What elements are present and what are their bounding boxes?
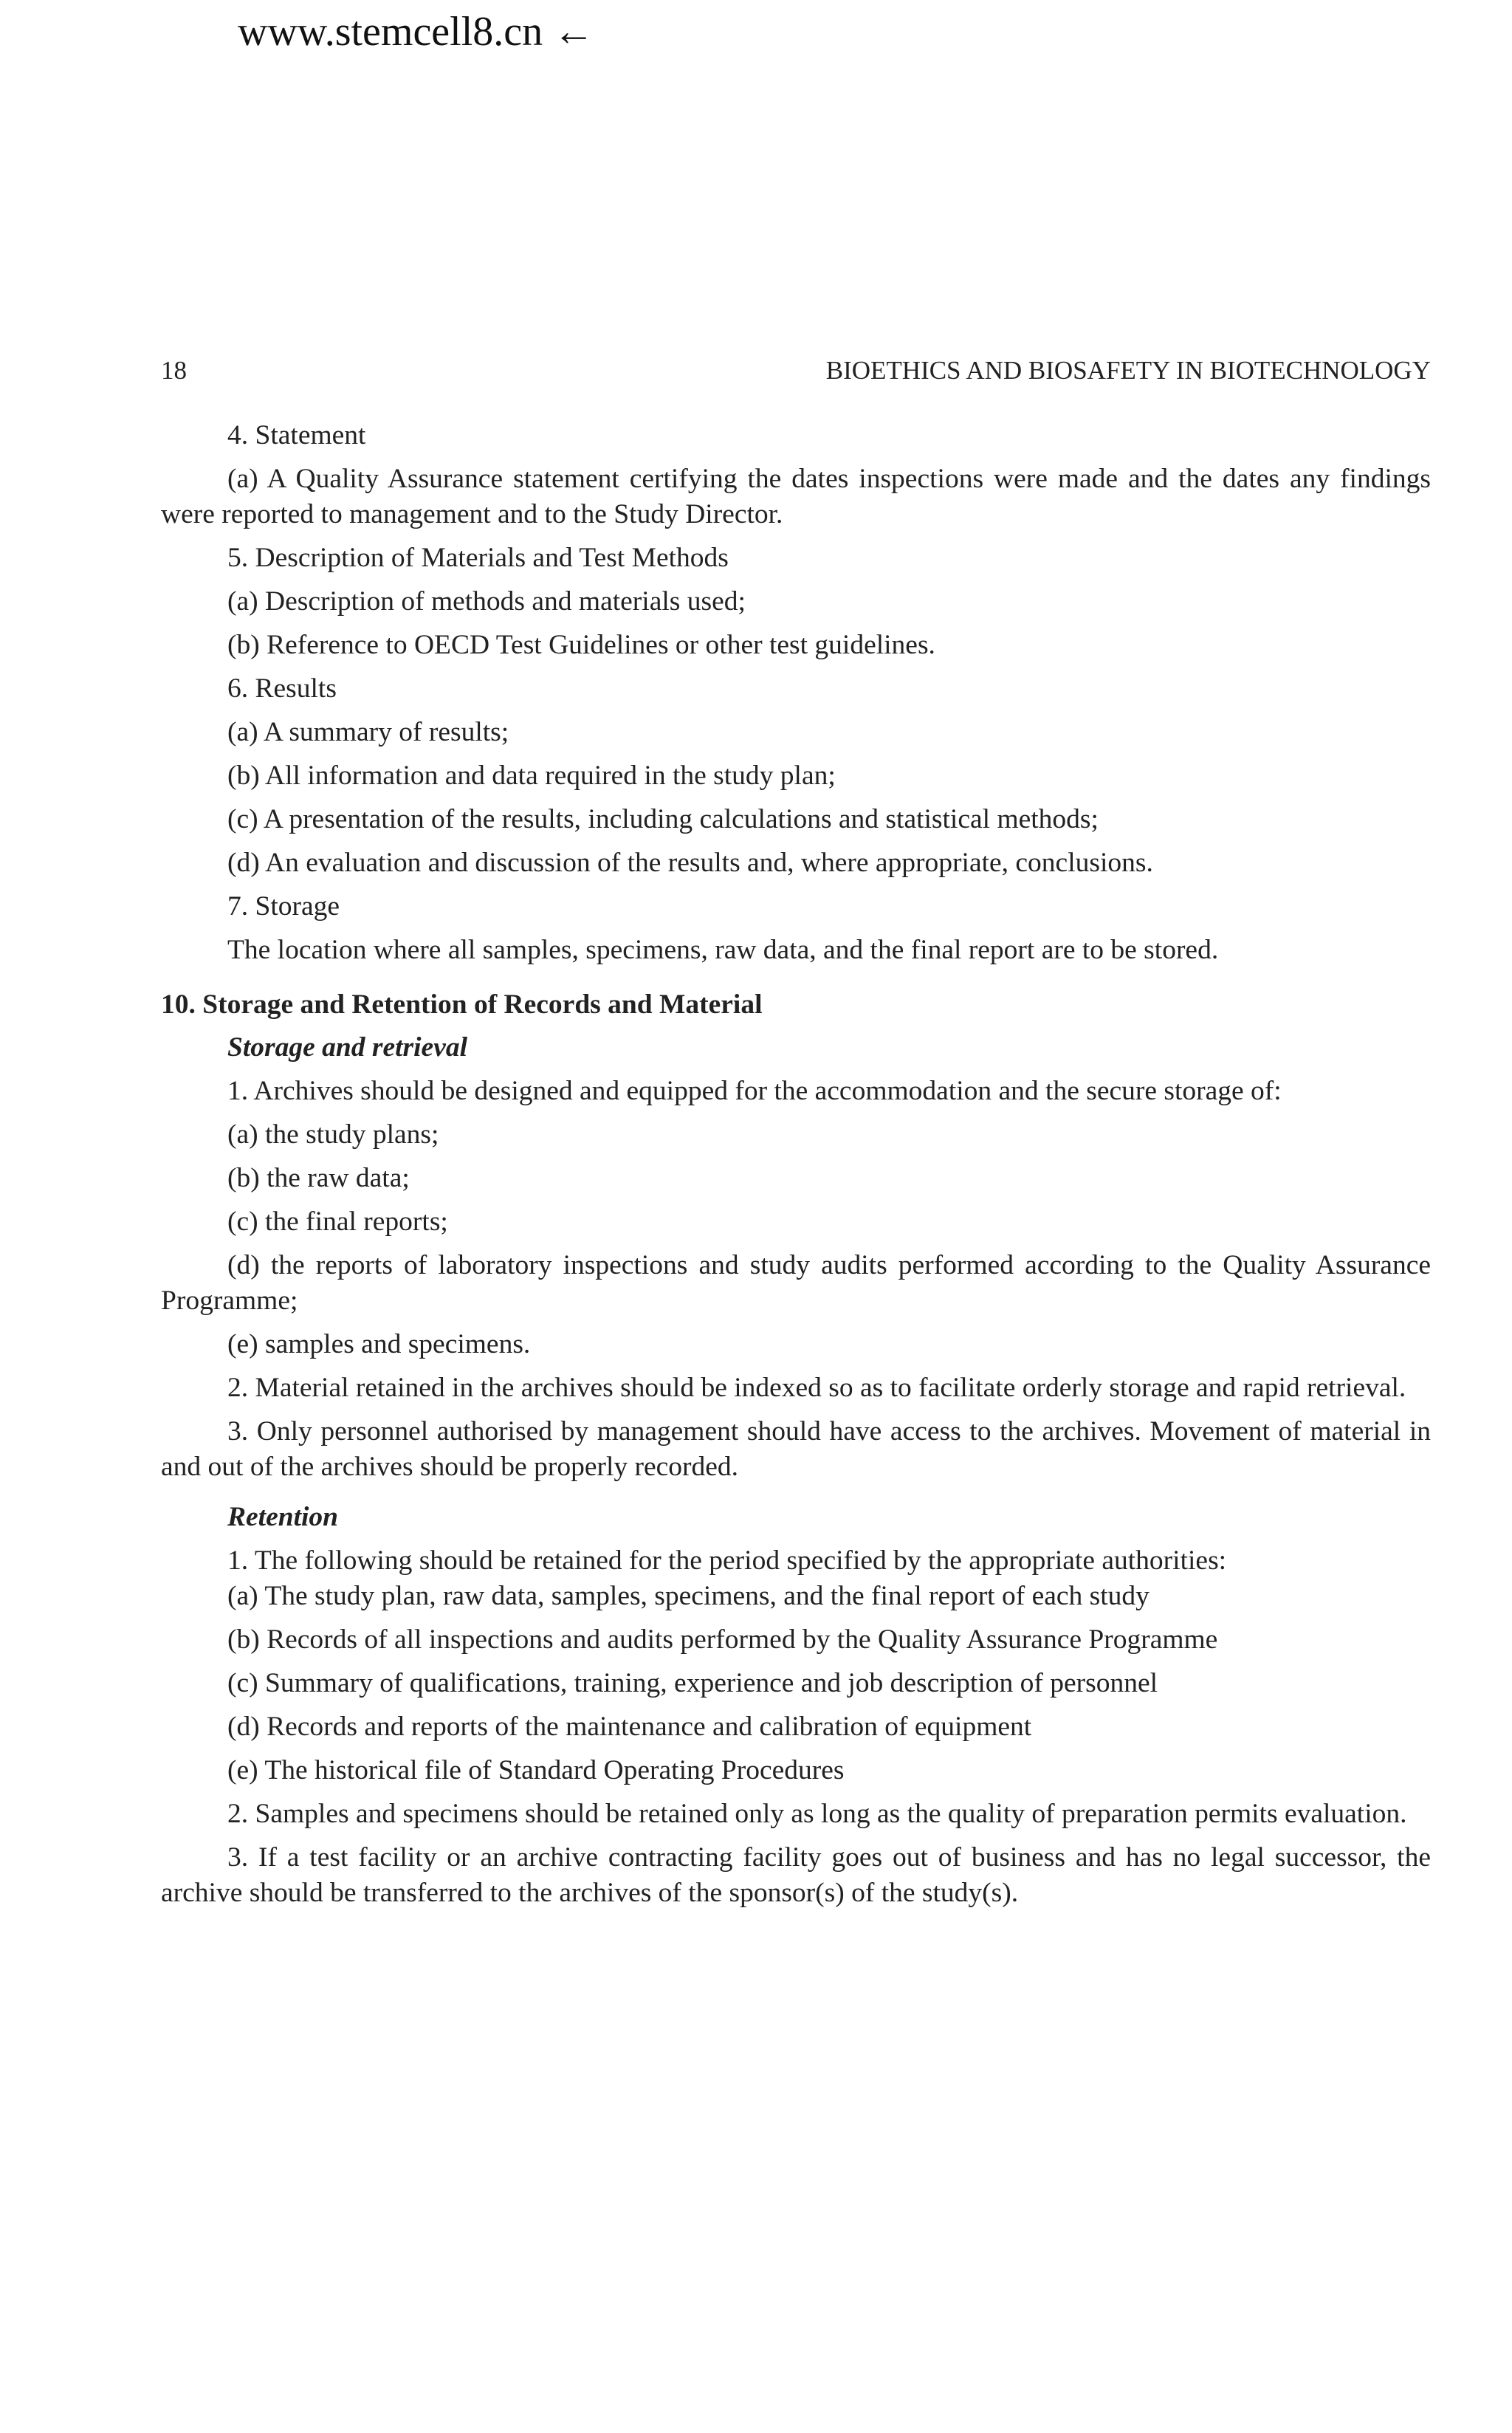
results-item-d: (d) An evaluation and discussion of the results and, where appropriate, conclusions. xyxy=(227,848,1153,878)
materials-item-b: (b) Reference to OECD Test Guidelines or other test guidelines. xyxy=(227,630,935,660)
paragraph: 2. Material retained in the archives should be indexed so as to facilitate orderly storage and rapid retrieval. xyxy=(227,1373,1406,1403)
list-item: (b) the raw data; xyxy=(227,1163,410,1193)
subsection-heading: Retention xyxy=(227,1502,339,1532)
results-heading: 6. Results xyxy=(227,673,337,704)
section-heading: 10. Storage and Retention of Records and Material xyxy=(161,989,763,1020)
storage-text: The location where all samples, specimens, raw data, and the final report are to be stored. xyxy=(227,935,1219,965)
watermark-link: www.stemcell8.cn ← xyxy=(238,9,595,55)
list-item: (d) Records and reports of the maintenance and calibration of equipment xyxy=(227,1712,1032,1742)
list-item: (c) Summary of qualifications, training, experience and job description of personnel xyxy=(227,1668,1158,1698)
list-item: (e) The historical file of Standard Operating Procedures xyxy=(227,1755,845,1785)
paragraph: 3. If a test facility or an archive contracting facility goes out of business and has no legal successor, the archive should be transferred to the archives of the sponsor(s) of the study(s). xyxy=(161,1842,1431,1908)
materials-item-a: (a) Description of methods and materials used; xyxy=(227,586,746,617)
list-item: (d) the reports of laboratory inspections and study audits performed according to the Quality Assurance Programme; xyxy=(161,1250,1431,1316)
paragraph: 3. Only personnel authorised by management should have access to the archives. Movement of material in and out of the archives should be properly recorded. xyxy=(161,1416,1431,1482)
statement-item-a: (a) A Quality Assurance statement certifying the dates inspections were made and the dates any findings were reported to management and to the Study Director. xyxy=(161,464,1431,529)
page-number: 18 xyxy=(161,356,187,385)
subsection-heading: Storage and retrieval xyxy=(227,1032,467,1063)
list-item: (a) The study plan, raw data, samples, specimens, and the final report of each study xyxy=(227,1581,1150,1611)
list-item: (c) the final reports; xyxy=(227,1207,448,1237)
list-item: (a) the study plans; xyxy=(227,1119,439,1150)
list-item: (b) Records of all inspections and audits performed by the Quality Assurance Programme xyxy=(227,1624,1218,1655)
results-item-c: (c) A presentation of the results, including calculations and statistical methods; xyxy=(227,804,1099,834)
paragraph: 2. Samples and specimens should be retained only as long as the quality of preparation permits evaluation. xyxy=(227,1799,1407,1829)
storage-heading: 7. Storage xyxy=(227,891,340,922)
results-item-a: (a) A summary of results; xyxy=(227,717,509,747)
materials-heading: 5. Description of Materials and Test Methods xyxy=(227,543,729,573)
page-body xyxy=(161,418,1431,1919)
statement-heading: 4. Statement xyxy=(227,420,366,450)
running-head xyxy=(161,354,1431,387)
running-head-title: BIOETHICS AND BIOSAFETY IN BIOTECHNOLOGY xyxy=(825,356,1431,385)
paragraph: 1. Archives should be designed and equipped for the accommodation and the secure storage of: xyxy=(227,1076,1282,1106)
paragraph: 1. The following should be retained for the period specified by the appropriate authorities: xyxy=(227,1545,1227,1576)
list-item: (e) samples and specimens. xyxy=(227,1329,531,1359)
results-item-b: (b) All information and data required in the study plan; xyxy=(227,761,836,791)
